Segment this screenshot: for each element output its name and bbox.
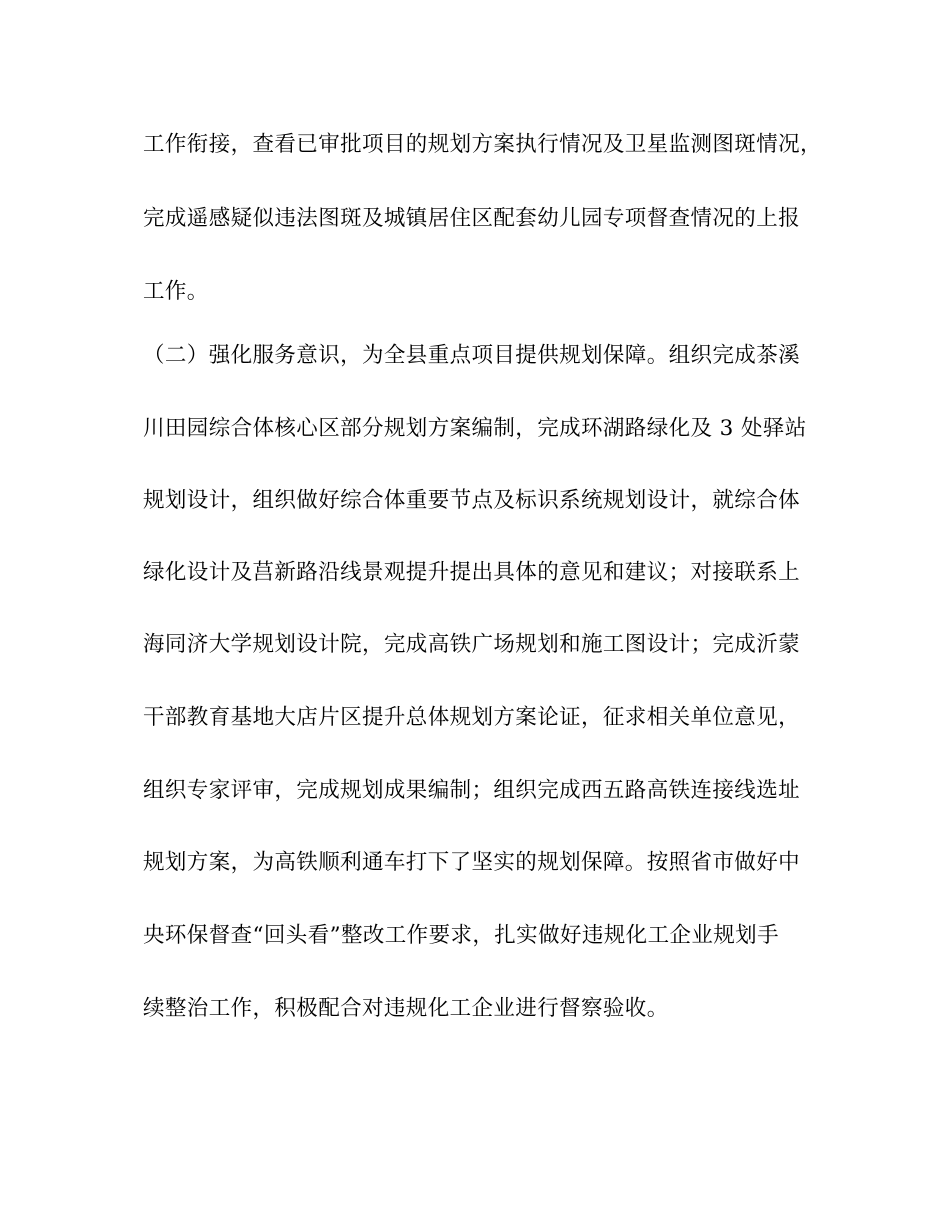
text-line: 工作衔接，查看已审批项目的规划方案执行情况及卫星监测图斑情况，: [143, 132, 822, 157]
text-line: 组织专家评审，完成规划成果编制；组织完成西五路高铁连接线选址: [143, 778, 801, 803]
text-line: 续整治工作，积极配合对违规化工企业进行督察验收。: [143, 996, 669, 1021]
text-line: 绿化设计及莒新路沿线景观提升提出具体的意见和建议；对接联系上: [143, 560, 801, 585]
text-line: 规划设计，组织做好综合体重要节点及标识系统规划设计，就综合体: [143, 488, 801, 513]
text-line: 规划方案，为高铁顺利通车打下了坚实的规划保障。按照省市做好中: [143, 850, 801, 875]
text-line: 完成遥感疑似违法图斑及城镇居住区配套幼儿园专项督查情况的上报: [143, 206, 801, 231]
text-line: （二）强化服务意识，为全县重点项目提供规划保障。组织完成茶溪: [143, 343, 801, 368]
text-line: 干部教育基地大店片区提升总体规划方案论证，征求相关单位意见，: [143, 705, 801, 730]
text-line: 央环保督查“回头看”整改工作要求，扎实做好违规化工企业规划手: [143, 923, 779, 948]
text-line: 工作。: [143, 279, 209, 304]
text-line: 川田园综合体核心区部分规划方案编制，完成环湖路绿化及 3 处驿站: [143, 416, 807, 441]
text-line: 海同济大学规划设计院，完成高铁广场规划和施工图设计；完成沂蒙: [143, 632, 801, 657]
